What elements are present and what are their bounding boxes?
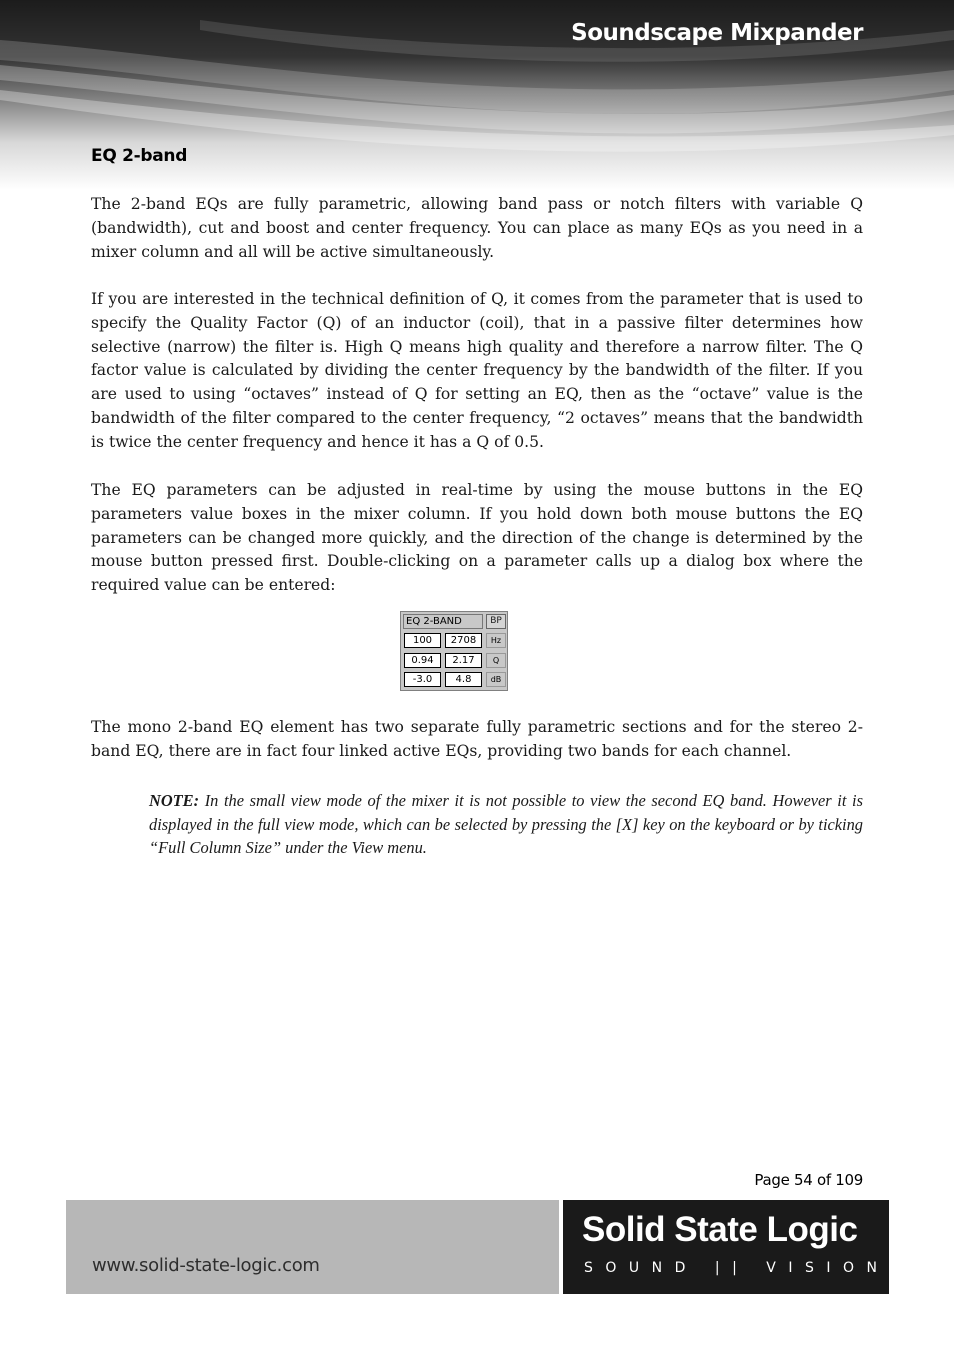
note-label: NOTE: <box>149 791 200 810</box>
eq-band2-gain[interactable]: 4.8 <box>445 672 482 687</box>
page-number: Page 54 of 109 <box>754 1171 863 1189</box>
paragraph-intro: The 2-band EQs are fully parametric, allowing band pass or notch filters with variable Q (bandwidth), cut and boost and center frequency. You can place as many EQs as you need in a mixer column and all will be active simultaneously. <box>91 195 863 261</box>
ssl-logo <box>563 1200 889 1294</box>
note-block <box>149 789 863 860</box>
paragraph-q-definition: If you are interested in the technical definition of Q, it comes from the parameter that is used to specify the Quality Factor (Q) of an inductor (coil), that in a passive filter determines how selective (narrow) the filter is. High Q means high quality and therefore a narrow filter. The Q factor value is calculated by dividing the center frequency by the bandwidth of the filter. If you are used to using “octaves” instead of Q for setting an EQ, then as the “octave” value is the bandwidth of the filter compared to the center frequency, “2 octaves” means that the bandwidth is twice the center frequency and hence it has a Q of 0.5. <box>91 290 863 451</box>
eq-band2-frequency[interactable]: 2708 <box>445 633 482 648</box>
paragraph-mono-stereo: The mono 2-band EQ element has two separate fully parametric sections and for the stereo 2-band EQ, there are in fact four linked active EQs, providing two bands for each channel. <box>91 718 863 760</box>
note-text: In the small view mode of the mixer it is not possible to view the second EQ band. However it is displayed in the full view mode, which can be selected by pressing the [X] key on the keyboard or by ticking “Full Column Size” under the View menu. <box>149 791 863 857</box>
eq-title-label: EQ 2-BAND <box>403 614 483 629</box>
eq-unit-q: Q <box>486 653 506 668</box>
document-title: Soundscape Mixpander <box>571 20 863 46</box>
eq-band1-frequency[interactable]: 100 <box>404 633 441 648</box>
logo-wordmark: Solid State Logic <box>582 1210 858 1249</box>
eq-band1-q[interactable]: 0.94 <box>404 653 441 668</box>
eq-unit-hz: Hz <box>486 633 506 648</box>
website-link[interactable]: www.solid-state-logic.com <box>92 1255 320 1276</box>
logo-tagline: SOUND || VISION <box>584 1260 890 1276</box>
eq-band1-gain[interactable]: -3.0 <box>404 672 441 687</box>
eq-band2-q[interactable]: 2.17 <box>445 653 482 668</box>
eq-2band-panel <box>400 611 508 691</box>
section-heading: EQ 2-band <box>91 146 188 166</box>
paragraph-adjustment: The EQ parameters can be adjusted in real-time by using the mouse buttons in the EQ parameters value boxes in the mixer column. If you hold down both mouse buttons the EQ parameters can be changed more quickly, and the direction of the change is determined by the mouse button pressed first. Double-clicking on a parameter calls up a dialog box where the required value can be entered: <box>91 481 863 595</box>
footer-url-bar <box>66 1200 559 1294</box>
eq-unit-db: dB <box>486 672 506 687</box>
eq-mode-button[interactable]: BP <box>486 614 506 629</box>
